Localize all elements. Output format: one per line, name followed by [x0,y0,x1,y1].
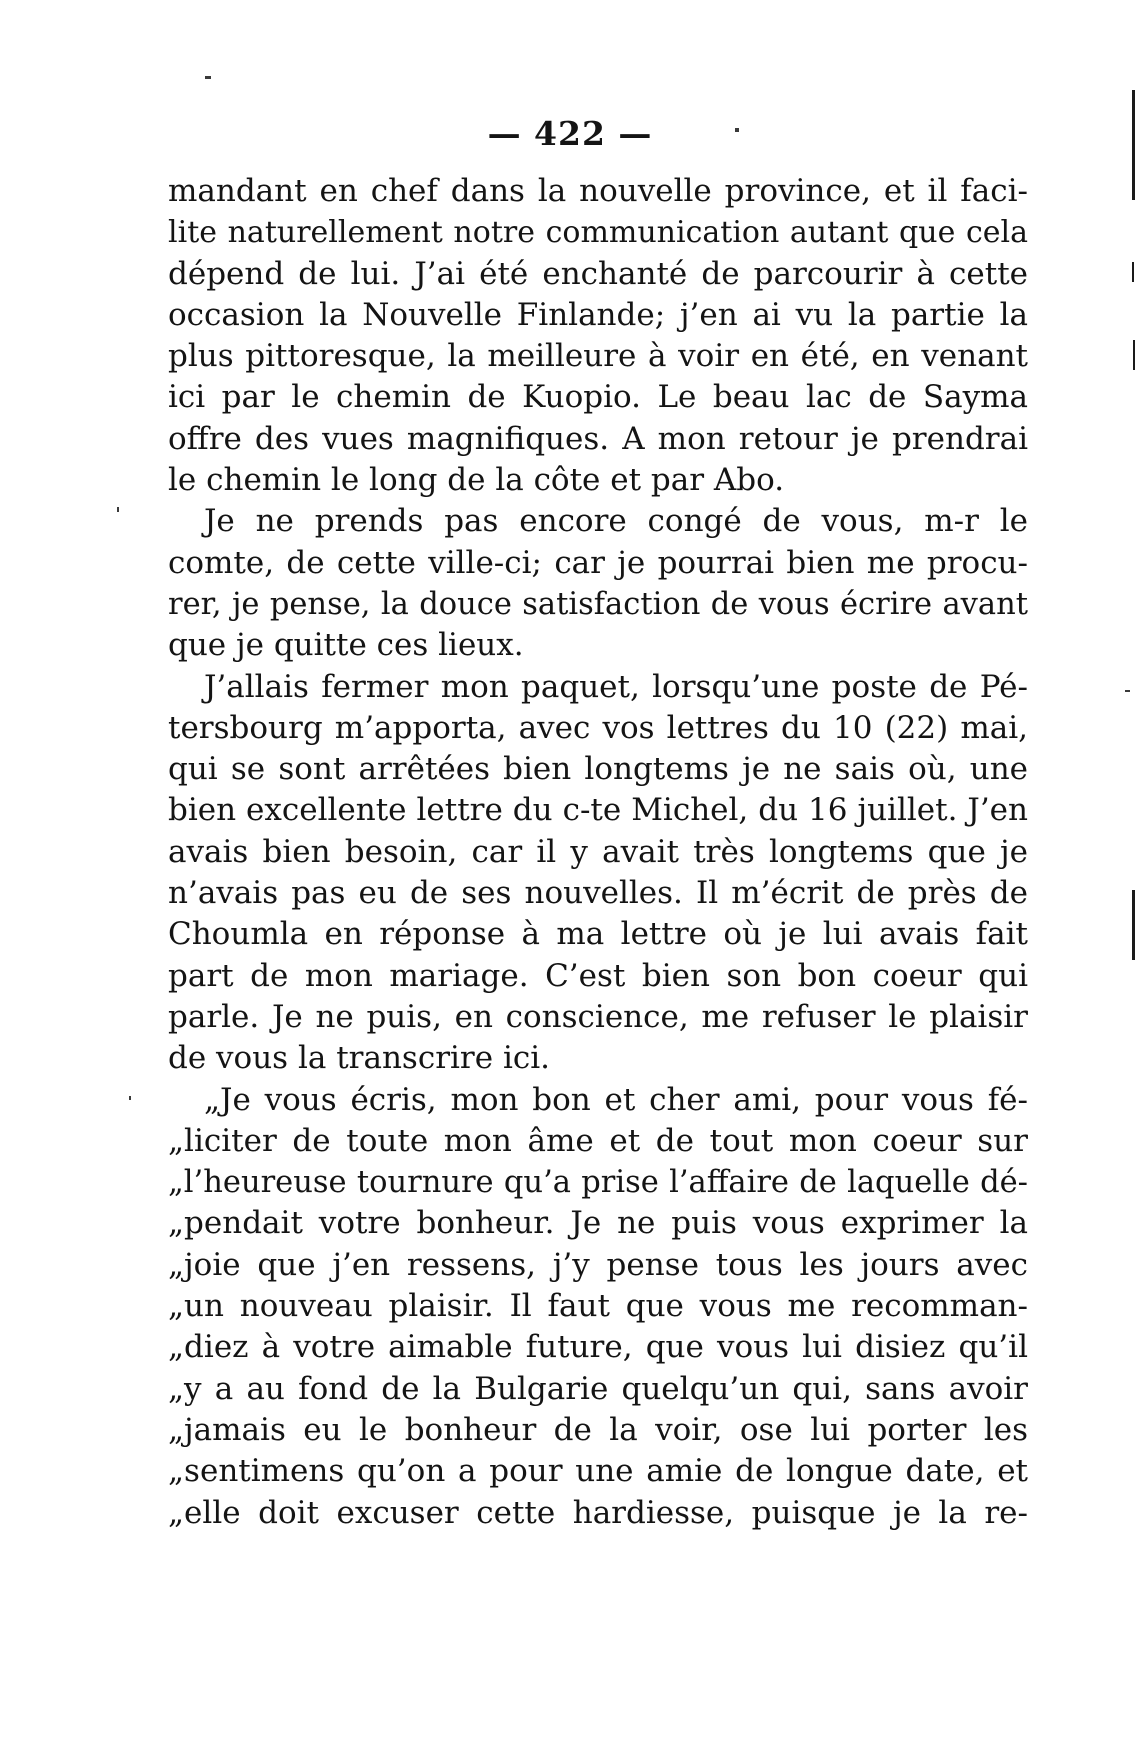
text-line: qui se sont arrêtées bien longtems je ne sais où, une [168,751,1028,788]
text-line: bien excellente lettre du c-te Michel, du 16 juillet. J’en [168,792,1028,829]
scan-edge-mark [1133,340,1135,370]
scan-speck [1125,690,1130,692]
text-line: „sentimens qu’on a pour une amie de longue date, et [168,1453,1028,1490]
text-line: „y a au fond de la Bulgarie quelqu’un qui, sans avoir [168,1370,1028,1407]
text-line: „joie que j’en ressens, j’y pense tous les jours avec [168,1246,1028,1283]
text-line: „jamais eu le bonheur de la voir, ose lui porter les [168,1411,1028,1448]
text-line: comte, de cette ville-ci; car je pourrai bien me procu- [168,544,1028,581]
text-line: rer, je pense, la douce satisfaction de vous écrire avant [168,586,1028,622]
text-line: „un nouveau plaisir. Il faut que vous me recomman- [168,1288,1028,1325]
text-line: n’avais pas eu de ses nouvelles. Il m’écrit de près de [168,875,1028,912]
body-text [168,171,1028,1534]
text-line: parle. Je ne puis, en conscience, me refuser le plaisir [168,998,1028,1035]
text-line: tersbourg m’apporta, avec vos lettres du 10 (22) mai, [168,709,1028,746]
text-line: Choumla en réponse à ma lettre où je lui avais fait [168,916,1028,953]
text-line: „diez à votre aimable future, que vous lui disiez qu’il [168,1329,1028,1366]
text-line: „Je vous écris, mon bon et cher ami, pour vous fé- [204,1081,1028,1118]
page-number: — 422 — [487,114,653,153]
text-line: Je ne prends pas encore congé de vous, m-r le [204,503,1028,540]
text-line: avais bien besoin, car il y avait très longtems que je [168,833,1028,870]
scan-edge-mark [1132,262,1134,282]
text-line: de vous la transcrire ici. [168,1040,550,1077]
text-line: „liciter de toute mon âme et de tout mon coeur sur [168,1122,1028,1159]
text-line: offre des vues magnifiques. A mon retour je prendrai [168,420,1028,457]
text-line: mandant en chef dans la nouvelle province, et il faci- [168,173,1028,209]
text-line: occasion la Nouvelle Finlande; j’en ai vu la partie la [168,296,1028,333]
scan-speck [129,1096,131,1100]
text-line: part de mon mariage. C’est bien son bon coeur qui [168,957,1028,994]
text-line: J’allais fermer mon paquet, lorsqu’une poste de Pé- [204,668,1028,705]
text-line: ici par le chemin de Kuopio. Le beau lac de Sayma [168,379,1028,416]
scan-speck [117,507,119,512]
text-line: lite naturellement notre communication autant que cela [168,215,1028,251]
scan-edge-mark [1132,890,1135,960]
text-line: „pendait votre bonheur. Je ne puis vous exprimer la [168,1205,1028,1242]
text-line: „l’heureuse tournure qu’a prise l’affaire de laquelle dé- [168,1165,1028,1201]
scan-edge-mark [1132,90,1135,200]
scan-speck [735,128,739,132]
scan-speck [205,76,211,79]
text-line: plus pittoresque, la meilleure à voir en été, en venant [168,338,1028,375]
text-line: le chemin le long de la côte et par Abo. [168,462,785,499]
text-line: „elle doit excuser cette hardiesse, puisque je la re- [168,1494,1028,1531]
text-line: que je quitte ces lieux. [168,627,524,664]
text-line: dépend de lui. J’ai été enchanté de parcourir à cette [168,255,1028,292]
